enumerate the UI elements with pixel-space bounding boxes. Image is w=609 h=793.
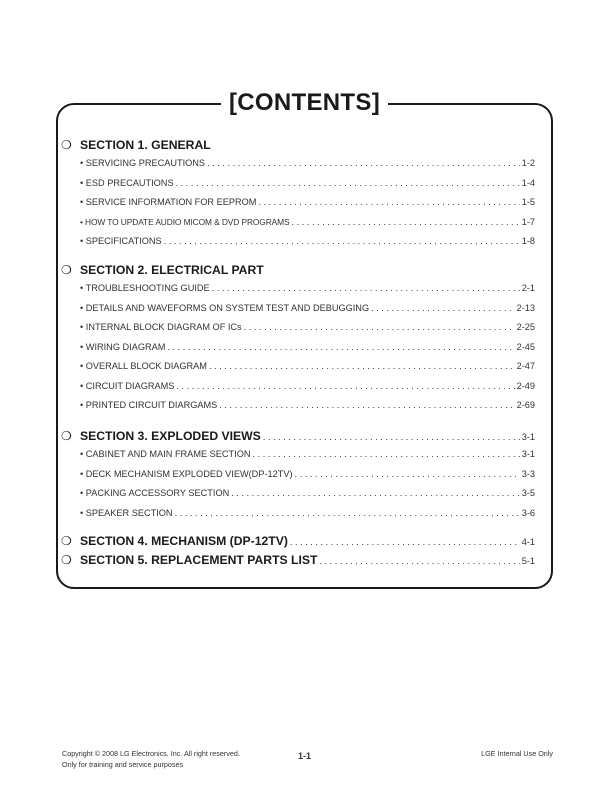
dot-leader: [252, 445, 519, 465]
dot-leader: [167, 338, 514, 358]
toc-entry-page: 3-5: [521, 488, 535, 498]
toc-entry-label: • PACKING ACCESSORY SECTION: [80, 488, 230, 498]
ring-bullet-icon: ❍: [61, 263, 72, 277]
dot-leader: [292, 213, 520, 233]
toc-entry[interactable]: [61, 396, 535, 416]
section-heading-page: 5-1: [521, 556, 535, 566]
dot-leader: [164, 232, 520, 252]
section-heading[interactable]: [61, 261, 535, 279]
copyright-text: Copyright © 2008 LG Electronics. Inc. All right reserved.: [62, 749, 240, 758]
dot-leader: [207, 154, 520, 174]
toc-entry[interactable]: [61, 318, 535, 338]
toc-entry[interactable]: [61, 299, 535, 319]
section-1: [61, 136, 535, 252]
toc-entry-label: • TROUBLESHOOTING GUIDE: [80, 283, 210, 293]
toc-entry-page: 2-1: [521, 283, 535, 293]
dot-leader: [176, 174, 520, 194]
ring-bullet-icon: ❍: [61, 138, 72, 152]
section-heading-label: SECTION 4. MECHANISM (DP-12TV): [80, 534, 288, 548]
toc-entry-page: 2-25: [516, 322, 535, 332]
toc-entry-page: 2-49: [516, 380, 535, 391]
toc-entry-page: 2-13: [516, 302, 535, 313]
toc-entry[interactable]: [61, 338, 535, 358]
toc-entry-page: 2-47: [516, 361, 535, 371]
toc-entry-page: 1-7: [521, 216, 535, 227]
section-heading-label: SECTION 2. ELECTRICAL PART: [80, 263, 264, 277]
toc-entry[interactable]: [61, 279, 535, 299]
section-heading[interactable]: [61, 551, 535, 569]
toc-entry-page: 3-6: [521, 507, 535, 518]
section-heading-label: SECTION 5. REPLACEMENT PARTS LIST: [80, 553, 318, 567]
toc-entry[interactable]: [61, 232, 535, 252]
toc-entry[interactable]: [61, 357, 535, 377]
dot-leader: [371, 299, 515, 319]
section-heading-label: SECTION 3. EXPLODED VIEWS: [80, 429, 261, 443]
toc-entry-label: • CABINET AND MAIN FRAME SECTION: [80, 449, 251, 459]
toc-entry-label: • OVERALL BLOCK DIAGRAM: [80, 361, 207, 371]
toc-entry[interactable]: [61, 193, 535, 213]
section-heading-page: 4-1: [521, 537, 535, 547]
ring-bullet-icon: ❍: [61, 429, 72, 443]
section-4: [61, 532, 535, 550]
toc-entry[interactable]: [61, 174, 535, 194]
toc-entry-page: 1-4: [521, 177, 535, 188]
toc-entry[interactable]: [61, 484, 535, 504]
section-heading-label: SECTION 1. GENERAL: [80, 138, 211, 152]
toc-entry-page: 2-45: [516, 341, 535, 352]
dot-leader: [176, 377, 514, 397]
toc-entry-label: • HOW TO UPDATE AUDIO MICOM & DVD PROGRAMS: [80, 216, 290, 227]
toc-entry-page: 3-1: [521, 449, 535, 459]
toc-entry-label: • SPECIFICATIONS: [80, 236, 162, 246]
dot-leader: [175, 504, 520, 524]
toc-entry-label: • SPEAKER SECTION: [80, 507, 173, 518]
toc-entry-label: • SERVICING PRECAUTIONS: [80, 158, 206, 168]
dot-leader: [258, 193, 519, 213]
toc-entry-label: • ESD PRECAUTIONS: [80, 177, 174, 188]
training-text: Only for training and service purposes: [62, 759, 184, 769]
dot-leader: [231, 484, 519, 504]
toc-entry-label: • INTERNAL BLOCK DIAGRAM OF ICs: [80, 322, 242, 332]
page-number: 1-1: [297, 751, 311, 761]
dot-leader: [209, 357, 515, 377]
ring-bullet-icon: ❍: [61, 534, 72, 548]
toc-entry-page: 1-5: [521, 197, 535, 207]
toc-entry[interactable]: [61, 504, 535, 524]
toc-entry-label: • DETAILS AND WAVEFORMS ON SYSTEM TEST AND DEBUGGING: [80, 302, 370, 313]
dot-leader: [290, 533, 520, 551]
toc-entry[interactable]: [61, 213, 535, 233]
toc-entry-page: 1-8: [521, 236, 535, 246]
section-heading[interactable]: [61, 136, 535, 154]
dot-leader: [219, 396, 514, 416]
toc-entry[interactable]: [61, 154, 535, 174]
ring-bullet-icon: ❍: [61, 553, 72, 567]
toc-entry[interactable]: [61, 377, 535, 397]
dot-leader: [212, 279, 520, 299]
toc-entry-page: 3-3: [521, 468, 535, 479]
dot-leader: [244, 318, 515, 338]
section-heading[interactable]: [61, 532, 535, 550]
toc-entry-label: • PRINTED CIRCUIT DIARGAMS: [80, 400, 218, 410]
page-title: [CONTENTS]: [221, 88, 388, 118]
dot-leader: [319, 552, 519, 570]
toc-entry-page: 1-2: [521, 158, 535, 168]
toc-entry-page: 2-69: [516, 400, 535, 410]
dot-leader: [263, 428, 520, 446]
toc-entry-label: • DECK MECHANISM EXPLODED VIEW(DP-12TV): [80, 468, 293, 479]
toc-entry-label: • WIRING DIAGRAM: [80, 341, 166, 352]
toc-entry-label: • SERVICE INFORMATION FOR EEPROM: [80, 197, 257, 207]
internal-use-text: LGE Internal Use Only: [481, 749, 553, 758]
section-heading[interactable]: [61, 427, 535, 445]
title-wrap: [0, 88, 609, 118]
section-3: [61, 427, 535, 523]
section-2: [61, 261, 535, 416]
section-heading-page: 3-1: [521, 432, 535, 442]
section-5: [61, 551, 535, 569]
toc-entry[interactable]: [61, 465, 535, 485]
toc-entry[interactable]: [61, 445, 535, 465]
dot-leader: [295, 465, 520, 485]
toc-entry-label: • CIRCUIT DIAGRAMS: [80, 380, 175, 391]
